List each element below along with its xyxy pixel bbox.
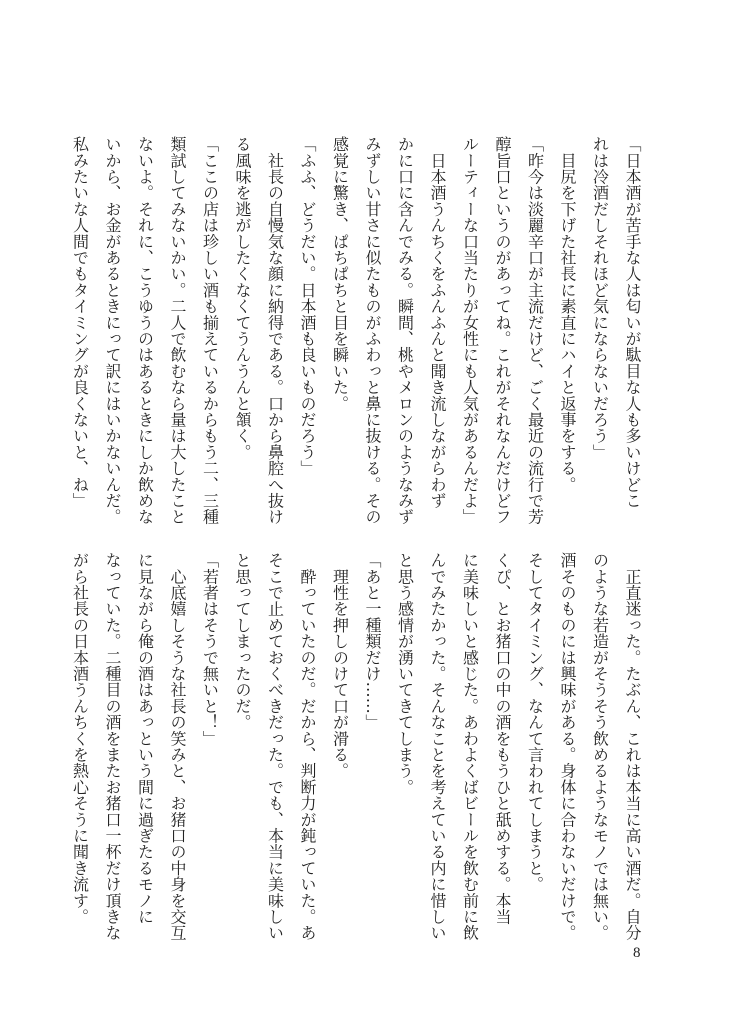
text-line: と思ってしまったのだ。 (233, 552, 252, 731)
text-line: のような若造がそうそう飲めるようなモノでは無い。 (590, 552, 610, 941)
text-line: 酒そのものには興味がある。身体に合わないだけで。 (558, 552, 577, 941)
text-line: なっていた。二種目の酒をまたお猪口一杯だけ頂きな (103, 552, 122, 941)
text-line: 理性を押しのけて口が滑る。 (330, 552, 350, 779)
text-line: 「ここの店は珍しい酒も揃えているからもう二、三種 (200, 136, 220, 525)
text-line: に見ながら俺の酒はあっという間に過ぎたるモノに (135, 552, 155, 925)
text-line: いから、お金があるときにって訳にはいかないんだ。 (103, 136, 122, 525)
text-line: んでみたかった。そんなことを考えている内に惜しい (428, 552, 447, 941)
text-line: 社長の自慢気な顔に納得である。口から鼻腔へ抜け (265, 136, 285, 525)
text-line: がら社長の日本酒うんちくを熱心そうに聞き流す。 (70, 552, 90, 925)
text-line: ルーティーな口当たりが女性にも人気があるんだよ」 (460, 136, 480, 525)
text-line: 「ふふ、どうだい。日本酒も良いものだろう」 (298, 136, 317, 477)
text-block-upper (70, 136, 648, 525)
text-line: そしてタイミング、なんて言われてしまうと。 (525, 552, 545, 893)
text-line: ないよ。それに、こうゆうのはあるときにしか飲めな (135, 136, 155, 525)
text-line: に美味しいと感じた。あわよくばビールを飲む前に飲 (460, 552, 480, 941)
text-line: 「あと一種類だけ……」 (363, 552, 382, 731)
text-line: 酔っていたのだ。だから、判断力が鈍っていた。あ (298, 552, 317, 941)
text-block-lower (70, 552, 648, 941)
text-line: くぴ、とお猪口の中の酒をもうひと舐めする。本当 (493, 552, 512, 925)
text-line: 「若者はそうで無いと！」 (200, 552, 220, 747)
text-line: 目尻を下げた社長に素直にハイと返事をする。 (558, 136, 577, 493)
text-line: 日本酒うんちくをふんふんと聞き流しながらわず (428, 136, 447, 509)
text-line: みずしい甘さに似たものがふわっと鼻に抜ける。その (363, 136, 382, 525)
text-line: 醇旨口というのがあってね。これがそれなんだけどフ (493, 136, 512, 525)
text-line: と思う感情が湧いてきてしまう。 (395, 552, 415, 795)
text-line: 私みたいな人間でもタイミングが良くないと、ね」 (70, 136, 90, 509)
text-line: 正直迷った。たぶん、これは本当に高い酒だ。自分 (623, 552, 642, 941)
text-line: そこで止めておくべきだった。でも、本当に美味しい (265, 552, 285, 941)
text-line: れは冷酒だしそれほど気にならないだろう」 (590, 136, 610, 460)
text-line: る風味を逃がしたくなくてうんうんと頷く。 (233, 136, 252, 460)
text-line: かに口に含んでみる。瞬間、桃やメロンのようなみず (395, 136, 415, 525)
text-line: 類試してみないかい。二人で飲むなら量は大したこと (168, 136, 187, 525)
page-number: 8 (633, 945, 641, 961)
text-line: 「昨今は淡麗辛口が主流だけど、ごく最近の流行で芳 (525, 136, 545, 525)
text-line: 「日本酒が苦手な人は匂いが駄目な人も多いけどこ (623, 136, 642, 509)
text-line: 感覚に驚き、ぱちぱちと目を瞬いた。 (330, 136, 350, 412)
text-line: 心底嬉しそうな社長の笑みと、お猪口の中身を交互 (168, 552, 187, 941)
